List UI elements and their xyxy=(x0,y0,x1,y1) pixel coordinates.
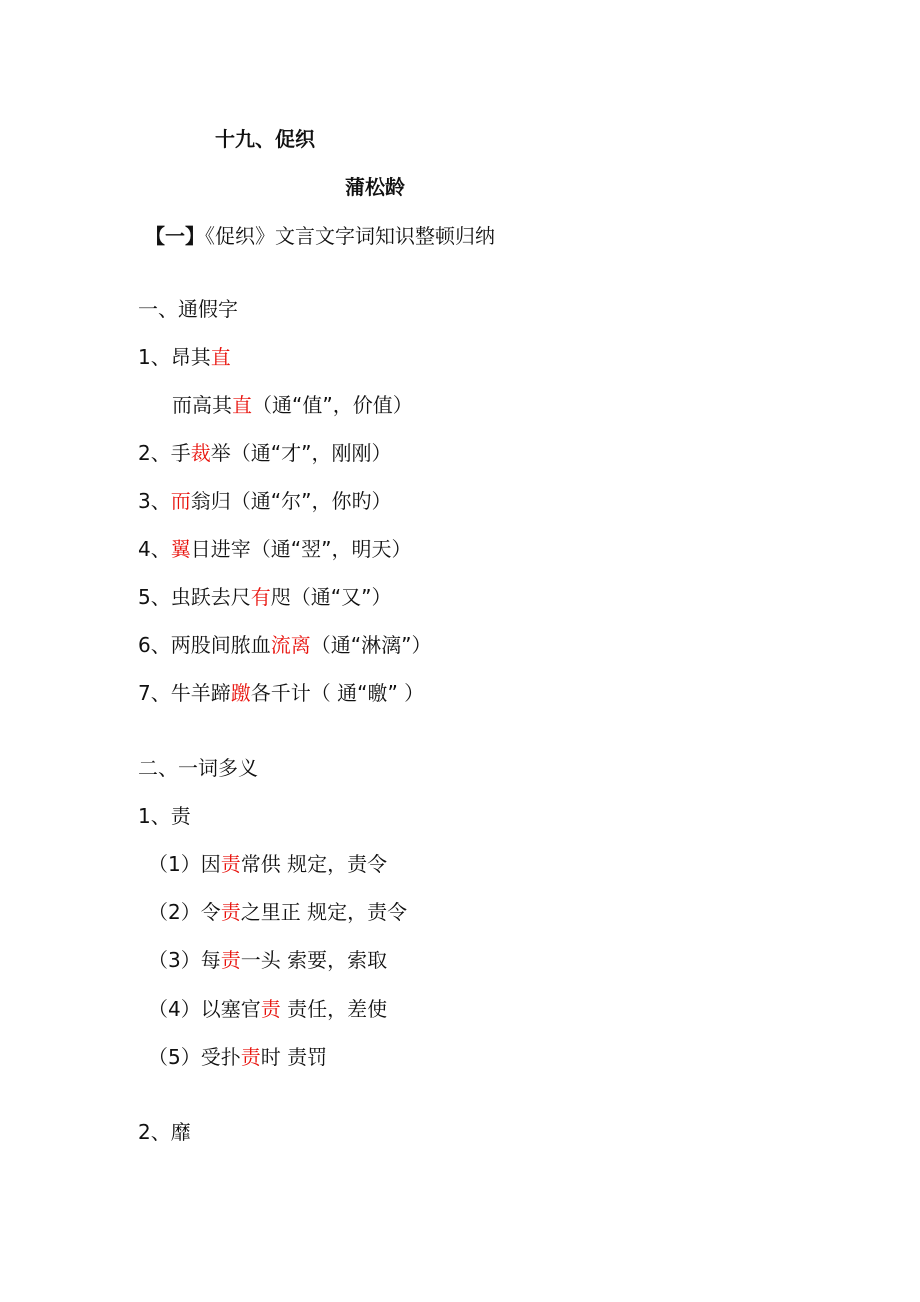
highlighted-word: 直 xyxy=(232,393,252,417)
highlighted-word: 责 xyxy=(220,852,241,876)
item-text: 4、 xyxy=(138,537,171,561)
polysemy-item-1 xyxy=(148,852,387,876)
tongjiazi-item-1 xyxy=(138,345,231,369)
highlighted-word: 责 xyxy=(220,948,241,972)
part2-heading: 二、一词多义 xyxy=(138,756,258,780)
item-text: （3）每 xyxy=(148,948,221,972)
tongjiazi-item-4 xyxy=(138,537,411,561)
item-text: 翁归（通“尔”，你旳） xyxy=(190,489,392,513)
item-text: 一头 索要，索取 xyxy=(240,948,388,972)
highlighted-word: 有 xyxy=(250,585,271,609)
highlighted-word: 责 xyxy=(240,1045,261,1069)
section-header-text: 《促织》文言文字词知识整顿归纳 xyxy=(205,224,495,248)
item-text: 各千计（ 通“曒” ） xyxy=(250,681,425,705)
polysemy-item-2 xyxy=(148,900,407,924)
item-text: 咫（通“又”） xyxy=(270,585,392,609)
item-text: 1、昂其 xyxy=(138,345,211,369)
tongjiazi-item-1-example xyxy=(172,393,413,417)
tongjiazi-item-2 xyxy=(138,441,391,465)
polysemy-item-4 xyxy=(148,997,387,1021)
tongjiazi-item-3 xyxy=(138,489,391,513)
polysemy-item-5 xyxy=(148,1045,327,1069)
polysemy-word-1: 1、责 xyxy=(138,804,191,828)
item-text: （2）令 xyxy=(148,900,221,924)
tongjiazi-item-6 xyxy=(138,633,431,657)
item-text: （5）受扑 xyxy=(148,1045,241,1069)
item-text: 2、手 xyxy=(138,441,191,465)
item-text: 而高其 xyxy=(172,393,232,417)
highlighted-word: 躈 xyxy=(230,681,251,705)
highlighted-word: 翼 xyxy=(170,537,191,561)
polysemy-word-2: 2、靡 xyxy=(138,1120,191,1144)
item-text: （1）因 xyxy=(148,852,221,876)
item-text: （通“值”，价值） xyxy=(252,393,413,417)
author-name: 蒲松龄 xyxy=(345,175,405,199)
item-text: 之里正 规定，责令 xyxy=(240,900,408,924)
highlighted-word: 流离 xyxy=(270,633,311,657)
tongjiazi-item-7 xyxy=(138,681,424,705)
item-text: （通“淋漓”） xyxy=(310,633,432,657)
section-header xyxy=(145,224,495,248)
section-header-bracket: 【一】 xyxy=(145,224,205,248)
item-text: （4）以塞官 xyxy=(148,997,261,1021)
item-text: 3、 xyxy=(138,489,171,513)
item-text: 时 责罚 xyxy=(260,1045,328,1069)
item-text: 举（通“才”，刚刚） xyxy=(210,441,392,465)
item-text: 5、虫跃去尺 xyxy=(138,585,251,609)
highlighted-word: 责 xyxy=(220,900,241,924)
tongjiazi-item-5 xyxy=(138,585,391,609)
highlighted-word: 裁 xyxy=(190,441,211,465)
item-text: 责任，差使 xyxy=(280,997,388,1021)
item-text: 7、牛羊蹄 xyxy=(138,681,231,705)
item-text: 6、两股间脓血 xyxy=(138,633,271,657)
part1-heading: 一、通假字 xyxy=(138,297,238,321)
polysemy-item-3 xyxy=(148,948,387,972)
highlighted-word: 而 xyxy=(170,489,191,513)
item-text: 日进宰（通“翌”，明天） xyxy=(190,537,412,561)
highlighted-word: 责 xyxy=(260,997,281,1021)
item-text: 常供 规定，责令 xyxy=(240,852,388,876)
highlighted-word: 直 xyxy=(210,345,231,369)
page-title: 十九、促织 xyxy=(215,127,315,151)
